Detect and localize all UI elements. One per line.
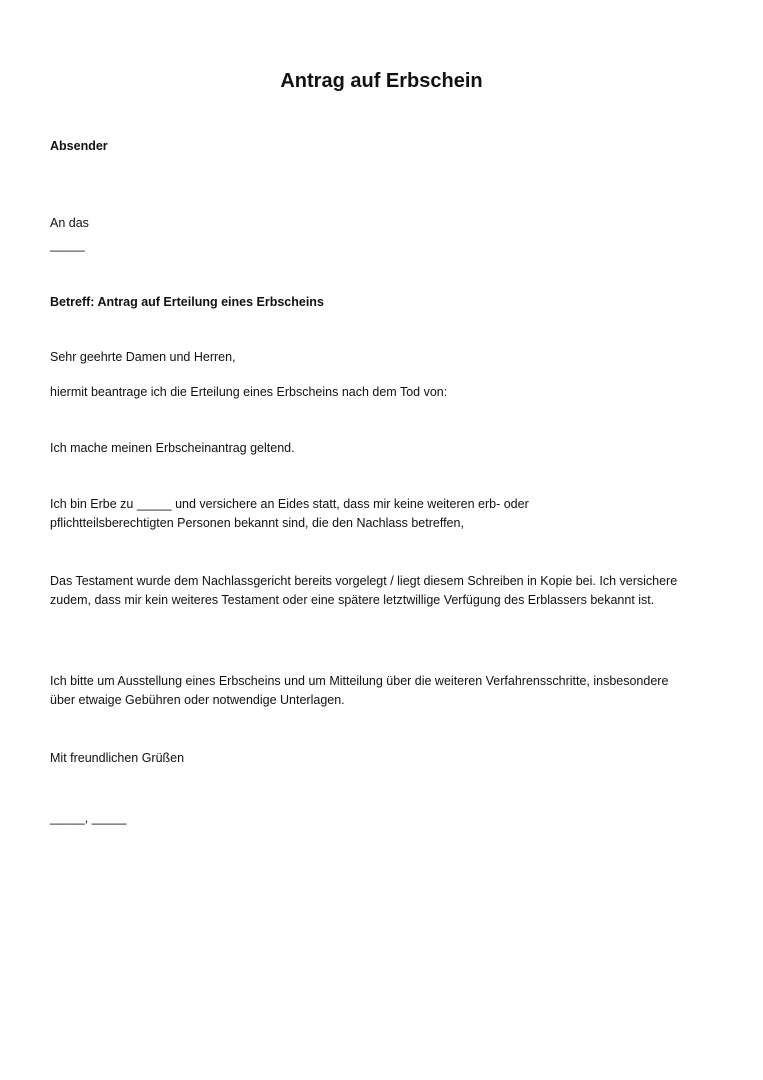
subject-line: Betreff: Antrag auf Erteilung eines Erbscheins [50,295,324,309]
document-title: Antrag auf Erbschein [280,70,483,92]
recipient-blank: _____ [50,238,85,252]
closing-phrase: Mit freundlichen Grüßen [50,751,185,765]
recipient-intro: An das [50,216,89,230]
paragraph-testament: Das Testament wurde dem Nachlassgericht bereits vorgelegt / liegt diesem Schreiben in Kopie bei. Ich versichere zudem, dass mir kein weiteres Testament oder eine spätere letztwillige Verfügung des Erblassers bekannt ist. [50,574,678,607]
paragraph-request: hiermit beantrage ich die Erteilung eines Erbscheins nach dem Tod von: [50,385,448,399]
sender-label: Absender [50,139,108,153]
paragraph-heir: Ich bin Erbe zu _____ und versichere an Eides statt, dass mir keine weiteren erb- oder pflichtteilsberechtigten Personen bekannt sind, die den Nachlass betreffen, [50,497,529,530]
signature-line: _____, _____ [50,811,127,825]
paragraph-issue: Ich bitte um Ausstellung eines Erbscheins und um Mitteilung über die weiteren Verfahrensschritte, insbesondere über etwaige Gebühren oder notwendige Unterlagen. [50,674,669,707]
paragraph-claim: Ich mache meinen Erbscheinantrag geltend. [50,441,295,455]
salutation: Sehr geehrte Damen und Herren, [50,350,236,364]
